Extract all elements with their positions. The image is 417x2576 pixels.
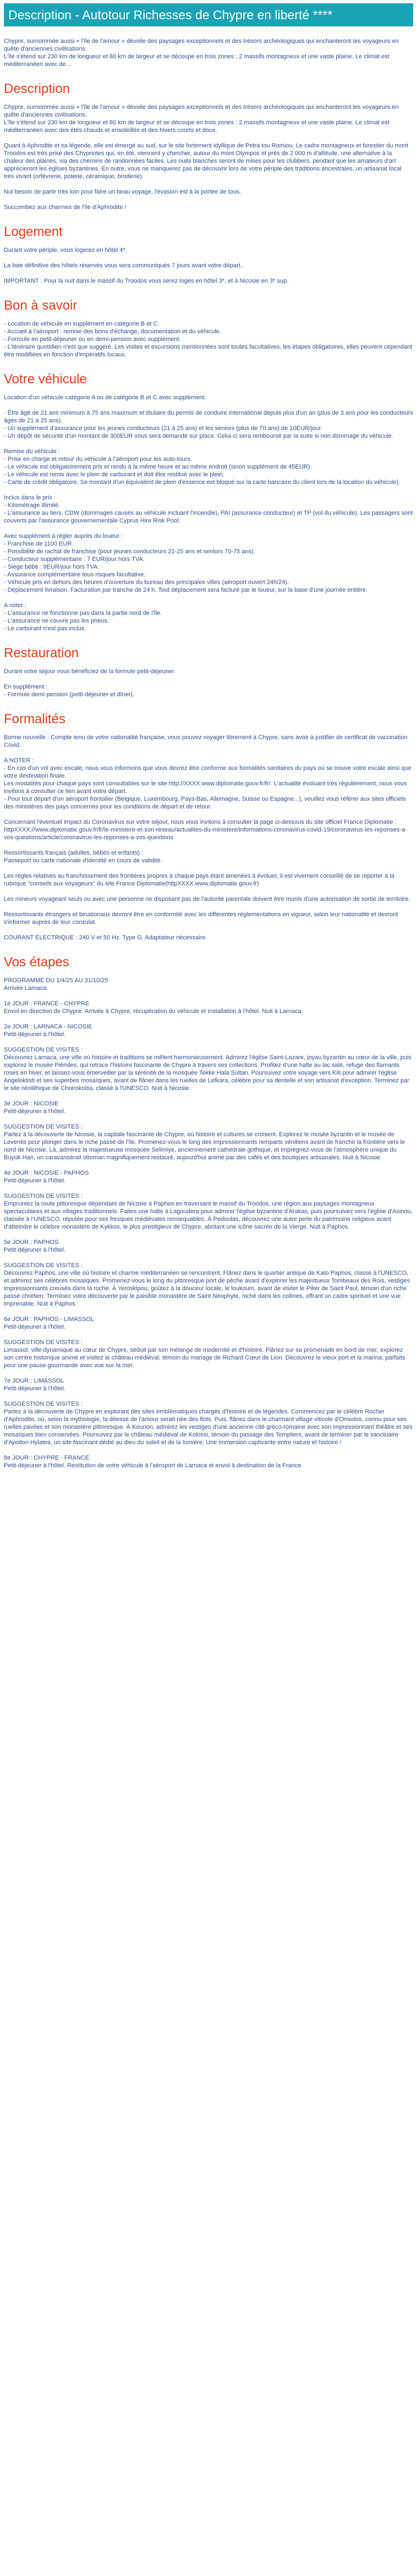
section-paragraph: SUGGESTION DE VISITES : Partez à la découverte de Nicosie, la capitale fascinante de Chypre, où histoire et cultures se croisent. Explorez le musée byzantin et le musée de Leventis pour plonger dans le riche passé de l'île. Promenez-vous le long des impressionnants remparts vénitiens avant de franchir la frontière vers le nord de Nicosie. Là, admirez la majestueuse mosquée Selimiye, anciennement cathédrale gothique, et imprégnez-vous de l'atmosphère unique du Büyük Han, un caravansérail ottoman magnifiquement restauré, aujourd'hui animé par des cafés et des boutiques artisanales. Nuit à Nicosie.	[4, 1124, 405, 1161]
section-paragraph: Ressortissants français (adultes, bébés et enfants) : Passeport ou carte nationale d'identité en cours de validité.	[4, 850, 162, 864]
section-paragraph: 4e JOUR : NICOSIE - PAPHOS Petit-déjeuner à l'hôtel.	[4, 1170, 89, 1184]
section-heading: Bon à savoir	[4, 298, 78, 313]
section-paragraph: SUGGESTION DE VISITES : Empruntez la route pittoresque dépendant de Nicosie à Paphos en traversant le massif du Troodos, une région aux paysages montagneux spectaculaires et aux villages traditionnels. Faites une halte à Lagoudera pour admirer l'église byzantine d'Arakas, puis poursuivez vers l'église d'Asinou, classée à l'UNESCO, réputée pour ses fresques médiévales remarquables. À Pedoulas, découvrez une autre perle du patrimoine religieux avant d'atteindre le célèbre monastère de Kykkos, le plus prestigieux de Chypre, abritant une icône sacrée de la Vierge. Nuit à Paphos.	[4, 1193, 413, 1230]
section-paragraph: 8e JOUR : CHYPRE - FRANCE Petit-déjeuner à l'hôtel. Restitution de votre véhicule à l'aéroport de Larnaca et envol à destination de la France.	[4, 1455, 303, 1469]
section-paragraph: SUGGESTION DE VISITES : Partez à la découverte de Chypre en explorant des sites emblématiques chargés d'histoire et de légendes. Commencez par le célèbre Rocher d'Aphrodite, où, selon la mythologie, la déesse de l'amour serait née des flots. Puis, flânez dans le charmant village viticole d'Omodos, connu pour ses ruelles pavées et son monastère pittoresque. À Kourion, admirez les vestiges d'une ancienne cité gréco-romaine avec son impressionnant théâtre et ses mosaïques bien conservées. Poursuivez par le château médiéval de Kolossi, témoin du passage des Templiers, avant de terminer par le sanctuaire d'Apollon Hylates, un site fascinant dédié au dieu du soleil et de la lumière. Une immersion captivante entre nature et histoire !	[4, 1401, 413, 1446]
section-heading: Logement	[4, 224, 63, 239]
section-paragraph: 6e JOUR : PAPHOS - LIMASSOL Petit-déjeuner à l'hôtel.	[4, 1316, 95, 1330]
section-heading: Description	[4, 81, 70, 96]
section-paragraph: IMPORTANT : Pour la nuit dans le massif du Troodos vous serez logés en hôtel 3*, et à Nicosie en 3* sup.	[4, 278, 289, 284]
section-heading: Votre véhicule	[4, 372, 87, 387]
section-paragraph: La liste définitive des hôtels réservés vous sera communiqués 7 jours avant votre départ.	[4, 262, 242, 269]
section-paragraph: Inclus dans le prix : - Kilométrage illimité. - L'assurance au tiers, CDW (dommages causés au véhicule incluant l'incendie), PAI (assurance conducteur) et TP (vol du véhicule). Les passagers sont couverts par l'assurance gouvernementale Cyprus Hire Risk Pool.	[4, 494, 413, 524]
section-paragraph: SUGGESTION DE VISITES : Découvrez Paphos, une ville où histoire et charme méditerranéen se rencontrent. Flânez dans le quartier antique de Kato Paphos, classé à l'UNESCO, et admirez ses célèbres mosaïques. Promenez-vous le long du pittoresque port de pêche avant d'explorer les majestueux Tombeaux des Rois, vestiges impressionnants creusés dans la roche. À Yeroskipou, goûtez à la douceur locale, le loukoum, avant de visiter le Pilier de Saint Paul, témoin d'un riche passé chrétien. Terminez votre découverte par le paisible monastère de Saint Néophyte, niché dans les collines, offrant un cadre spirituel et une vue imprenable. Nuit à Paphos.	[4, 1262, 410, 1307]
section-paragraph: Avec supplément à régler auprès du loueur : - Franchise de 1100 EUR. - Possibilité de rachat de franchise (pour jeunes conducteurs 21-25 ans et seniors 70-75 ans). - Conducteur supplémentaire : 7 EUR/jour hors TVA. - Siège bébé : 9EUR/jour hors TVA. - Assurance complémentaire tous risques facultative. - Véhicule pris en dehors des heures d'ouverture du bureau des principales villes (aéroport ouvert 24h/24). - Déplacement livraison. Facturation par tranche de 24 h. Tout déplacement sera facturé par le loueur, sur la base d'une journée entière.	[4, 533, 368, 593]
section-paragraph: 2e JOUR : LARNACA - NICOSIE Petit-déjeuner à l'hôtel.	[4, 1023, 92, 1038]
section-heading: Vos étapes	[4, 955, 69, 970]
section-paragraph: Succombez aux charmes de l'île d'Aphrodite !	[4, 204, 127, 211]
section-paragraph: Les mineurs voyageant seuls ou avec une personne ne disposant pas de l'autorité parentale doivent être munis d'une autorisation de sortie de territoire.	[4, 896, 410, 902]
section-paragraph: A noter : - L'assurance ne fonctionne pas dans la partie nord de l'île. - L'assurance ne couvre pas les pneus. - Le carburant n'est pas inclus.	[4, 602, 162, 632]
section-heading: Formalités	[4, 712, 66, 726]
page-title: Description - Autotour Richesses de Chypre en liberté ****	[4, 3, 413, 26]
intro-text: Chypre, surnommée aussi « l'île de l'amour » dévoile des paysages exceptionnels et des trésors archéologiques qui enchanteront les voyageurs en quête d'anciennes civilisations. L'île s'étend sur 230 km de longueur et 80 km de largeur et se découpe en trois zones : 2 massifs montagneux et une vaste plaine. Le climat est méditerranéen avec de…	[4, 38, 399, 68]
section-description	[4, 81, 413, 211]
section-paragraph: Nul besoin de partir très loin pour faire un beau voyage, l'évasion est à la portée de tous.	[4, 189, 242, 195]
section-paragraph: Chypre, surnommée aussi « l'île de l'amour » dévoile des paysages exceptionnels et des trésors archéologiques qui enchanteront les voyageurs en quête d'anciennes civilisations. L'île s'étend sur 230 km de longueur et 80 km de largeur et se découpe en trois zones : 2 massifs montagneux et une vaste plaine. Le climat est méditerranéen avec des étés chauds et ensoleillés et des hivers courts et doux.	[4, 104, 399, 134]
section-paragraph: - Être âgé de 21 ans minimum à 75 ans maximum et titulaire du permis de conduire international depuis plus d'un an (plus de 3 ans pour les conducteurs âgés de 21 à 25 ans). - Un supplément d'assurance pour les jeunes conducteurs (21 à 25 ans) et les seniors (plus de 70 ans) de 10EUR/jour. - Un dépôt de sécurité d'un montant de 300EUR vous sera demandé sur place. Celui-ci sera remboursé par la suite si non dommage du véhicule.	[4, 410, 413, 439]
section-paragraph: En supplément : - Formule demi-pension (petit-déjeuner et dîner).	[4, 684, 135, 698]
page	[0, 3, 417, 1469]
section-paragraph: Ressortissants étrangers et binationaux devront être en conformité avec les différentes réglementations en vigueur, selon leur nationalité et devront s'informer auprès de leur consulat.	[4, 911, 398, 926]
section-paragraph: 1e JOUR : FRANCE - CHYPRE Envol en direction de Chypre. Arrivée à Chypre, récupération du véhicule et installation à l'hôtel. Nuit à Larnaca.	[4, 1000, 303, 1015]
section-formalites	[4, 712, 413, 942]
section-paragraph: - Location de véhicule en supplément en catégorie B et C. - Accueil à l'aéroport : remise des bons d'échange, documentation et du véhicule. - Formule en petit-déjeuner ou en demi-pension avec supplément. - L'itinéraire quotidien n'est que suggéré. Les visites et excursions mentionnées sont toutes facultatives, les étapes obligatoires, elles peuvent cependant être modifiées en fonction d'impératifs locaux.	[4, 321, 413, 358]
section-paragraph: SUGGESTION DE VISITES : Découvrez Larnaca, une ville où histoire et traditions se mêlent harmonieusement. Admirez l'église Saint-Lazare, joyau byzantin au cœur de la ville, puis explorez le musée Piérides, qui retrace l'histoire fascinante de Chypre à travers ses collections. Profitez d'une halte au lac salé, refuge des flamants roses en hiver, et laissez-vous émerveiller par la sérénité de la mosquée Tekke Hala Sultan. Poursuivez votre voyage vers Kiti pour admirer l'église Angeloktisti et ses superbes mosaïques, avant de flâner dans les ruelles de Lefkara, célèbre pour sa dentelle et son artisanat d'exception. Terminez par le site néolithique de Choirokoitia, classé à l'UNESCO. Nuit à Nicosie.	[4, 1047, 411, 1092]
section-paragraph: Remise du véhicule : - Prise en charge et retour du véhicule à l'aéroport pour les auto-tours. - Le véhicule est obligatoirement pris et rendu à la même heure et au même endroit (sinon supplément de 45EUR). - Le véhicule est remis avec le plein de carburant et doit être restitué avec le plein. - Carte de crédit obligatoire. Se montant d'un équivalent de plein d'essence est bloqué sur la carte bancaire du client lors de la location du véhicule).	[4, 448, 400, 486]
section-heading: Restauration	[4, 646, 79, 660]
section-logement	[4, 224, 413, 285]
section-paragraph: Bonne nouvelle : Compte tenu de votre nationalité française, vous pouvez voyager librement à Chypre, sans avoir à justifier de certificat de vaccination Covid.	[4, 734, 408, 748]
section-paragraph: PROGRAMME DU 1/4/25 AU 31/10/25 Arrivée Larnaca	[4, 977, 108, 992]
section-etapes	[4, 955, 413, 1469]
section-paragraph: 7e JOUR : LIMASSOL Petit-déjeuner à l'hôtel.	[4, 1378, 66, 1392]
section-bon-savoir	[4, 298, 413, 359]
section-paragraph: Location d'un véhicule catégorie A ou de catégorie B et C avec supplément.	[4, 394, 206, 401]
section-paragraph: Durant votre séjour vous bénéficiez de la formule petit-déjeuner.	[4, 668, 175, 675]
section-paragraph: COURANT ÉLECTRIQUE : 240 V et 50 Hz. Type G. Adaptateur nécessaire.	[4, 934, 207, 941]
section-paragraph: Durant votre périple, vous logerez en hôtel 4*.	[4, 247, 127, 254]
section-paragraph: Quant à Aphrodite et sa légende, elle est émergé au sud, sur le site fortement idyllique de Petra tou Romiou. Le cadre montagneux et forestier du mont Troodos est très prisé des Chypriotes qui, en été, viennent y chercher, autour du mont Olympos et près de 2 000 m d'altitude, une alternative à la chaleur des plaines, via des chemins de randonnées faciles. Les nuits blanches seront de mises pour les clubbers, pendant que les amateurs d'art apprécieront les églises byzantines. En outre, vous ne manquerez pas de découvrir lors de votre périple des traditions ancestrales, un artisanat local très vivant (orfèvrerie, poterie, céramique, broderie).	[4, 142, 408, 180]
section-paragraph: 3e JOUR : NICOSIE Petit-déjeuner à l'hôtel.	[4, 1100, 66, 1115]
section-paragraph: SUGGESTION DE VISITES : Limassol, ville dynamique au cœur de Chypre, séduit par son mélange de modernité et d'histoire. Flânez sur sa promenade en bord de mer, explorez son centre historique animé et visitez le château médiéval, témoin du mariage de Richard Cœur de Lion. Découvrez le vieux port et la marina, parfaits pour une pause gourmande avec vue sur la mer.	[4, 1339, 405, 1369]
section-paragraph: Les règles relatives au franchissement des frontières propres à chaque pays étant amenées à évoluer, il est vivement conseillé de se reporter à la rubrique "conseils aux voyageurs" du site France Diplomatie(httpXXXX.www.diplomatie.gouv.fr)	[4, 873, 394, 887]
section-paragraph: Concernant l'éventuel impact du Coronavirus sur votre séjour, nous vous invitons à consulter la page ci-dessous du site officiel France Diplomatie : httpXXXX://www.diplomatie.gouv.fr/fr/le-ministere-et-son-reseau/actualites-du-ministere/informations-coronavirus-covid-19/coronavirus-les-reponses-a-vos-questions/article/coronavirus-les-reponses-a-vos-questions	[4, 819, 407, 841]
section-paragraph: 5e JOUR : PAPHOS Petit-déjeuner à l'hôtel.	[4, 1239, 66, 1253]
section-paragraph: A NOTER : - En cas d'un vol avec escale, nous vous informons que vous devrez être conforme aux formalités sanitaires du pays où se trouve votre escale ainsi que votre destination finale. Les modalités pour chaque pays sont consultables sur le site http://XXXX.www.diplomatie.gouv.fr/fr/. L'actualité évoluant très régulièrement, nous vous invitons à consulter ce lien avant votre départ. - Pour tout départ d'un aéroport frontalier (Belgique, Luxembourg, Pays-Bas, Allemagne, Suisse ou Espagne...), veuillez vous référer aux sites officiels des ministères des pays concernés pour les conditions de départ et de retour.	[4, 757, 411, 810]
section-vehicule	[4, 372, 413, 632]
section-restauration	[4, 646, 413, 698]
